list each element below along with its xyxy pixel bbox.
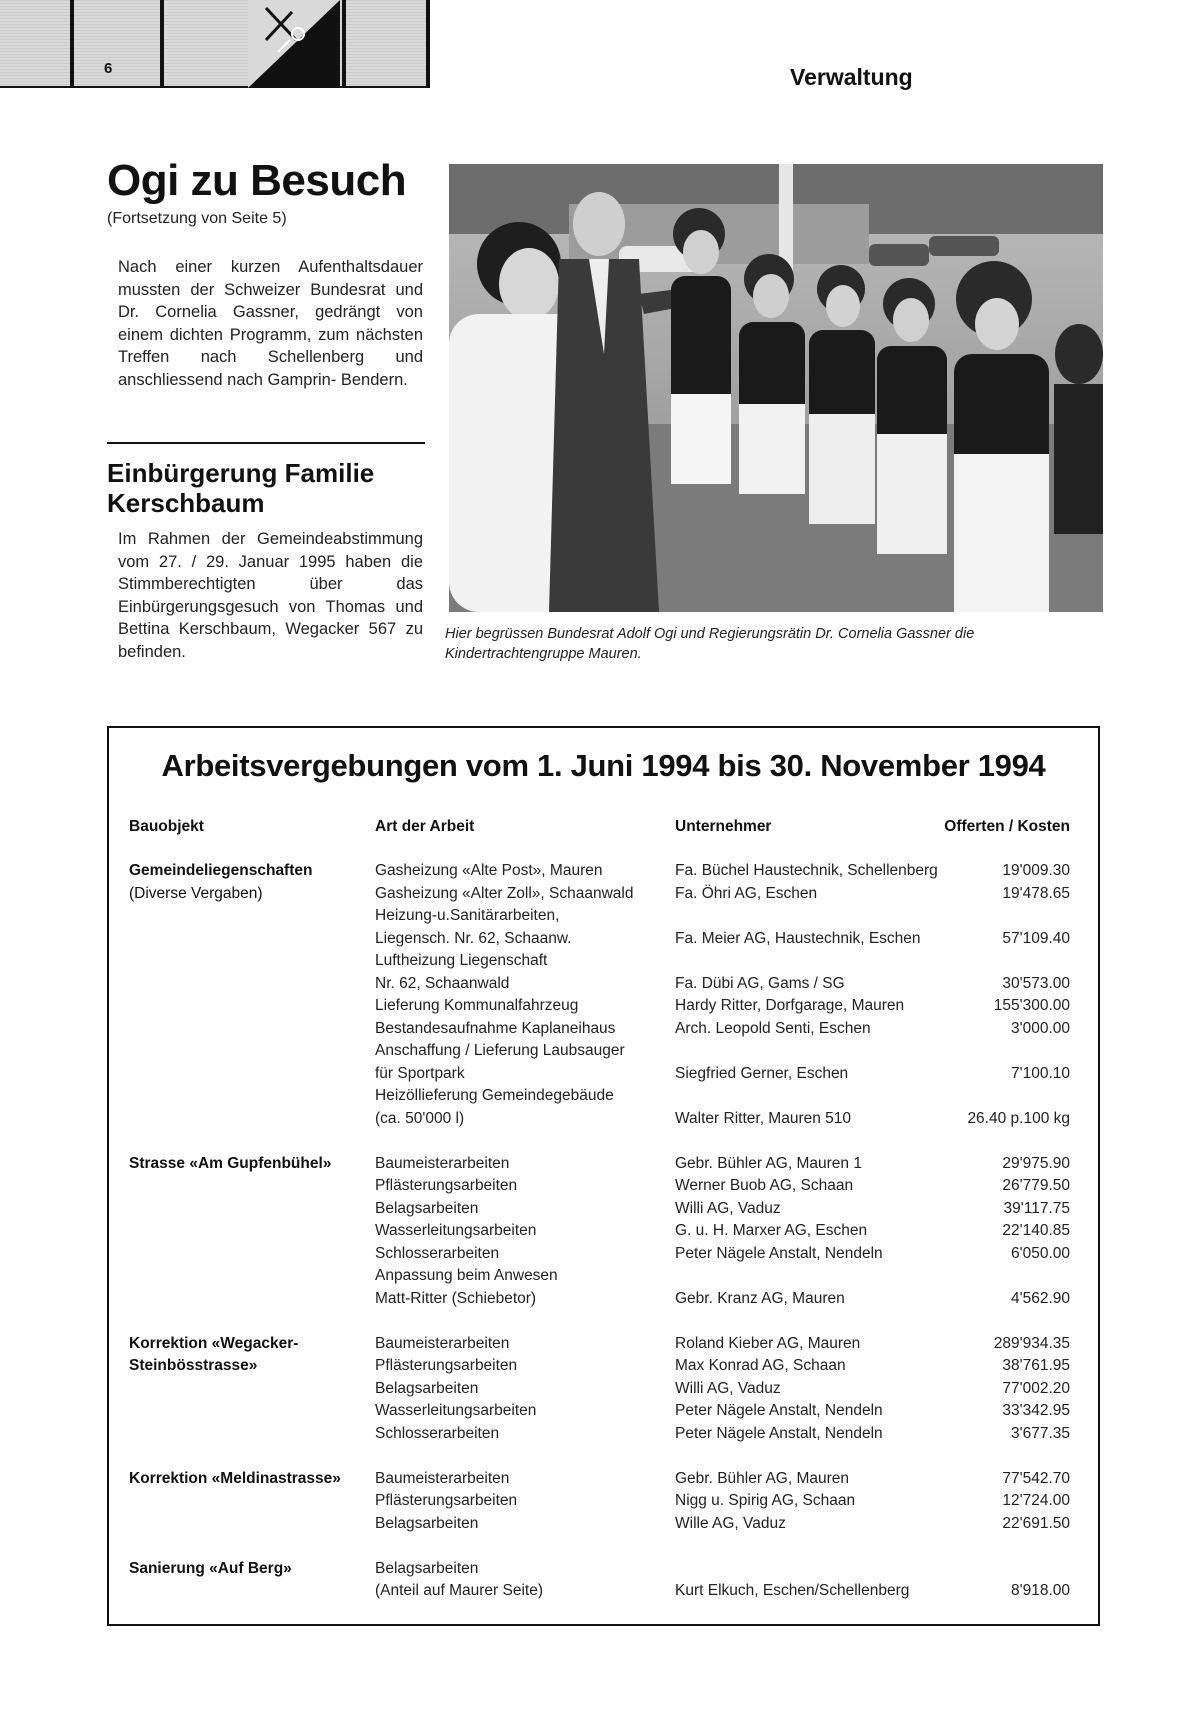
cell-object: Korrektion «Wegacker- [129,1334,299,1352]
cell-contractor: Werner Buob AG, Schaan [675,1177,854,1194]
naturalization-body: Im Rahmen der Gemeindeabstimmung vom 27. / 29. Januar 1995 haben die Stimmberechtigten über das Einbürgerungsgesuch von Thomas und Bettina Kerschbaum, Wegacker 567 zu befinden. [118,530,423,661]
table-row [109,1065,1098,1088]
cell-cost: 22'691.50 [1002,1514,1070,1532]
cell-object: (Diverse Vergaben) [129,884,263,902]
cell-object: Korrektion «Meldinastrasse» [129,1469,341,1487]
cell-contractor: Max Konrad AG, Schaan [675,1357,846,1374]
cell-work: für Sportpark [375,1064,465,1082]
cell-contractor: G. u. H. Marxer AG, Eschen [675,1222,868,1239]
cell-work: Pflästerungsarbeiten [375,1357,518,1374]
cell-object: Gemeindeliegenschaften [129,862,313,879]
cell-cost: 30'573.00 [1002,974,1070,992]
cell-cost: 3'677.35 [1011,1424,1070,1442]
cell-work: Bestandesaufnahme Kaplaneihaus [375,1019,616,1037]
cell-cost: 57'109.40 [1002,929,1070,947]
table-row [109,1020,1098,1043]
table-row [109,1515,1098,1538]
cell-work: Luftheizung Liegenschaft [375,952,548,969]
cell-cost: 26'779.50 [1002,1177,1070,1194]
cell-object: Strasse «Am Gupfenbühel» [129,1154,332,1172]
cell-contractor: Walter Ritter, Mauren 510 [675,1109,852,1127]
cell-work: Schlosserarbeiten [375,1424,500,1442]
table-row [109,1357,1098,1380]
cell-work: Belagsarbeiten [375,1379,479,1397]
cell-contractor: Kurt Elkuch, Eschen/Schellenberg [675,1582,910,1599]
cell-work: Belagsarbeiten [375,1514,479,1532]
column-header-contractor: Unternehmer [675,818,772,835]
cell-cost: 3'000.00 [1011,1019,1070,1037]
table-row [109,1425,1098,1448]
cell-work: Liegensch. Nr. 62, Schaanw. [375,929,572,947]
table-row [109,975,1098,998]
naturalization-title: Einbürgerung Familie Kerschbaum [107,458,375,518]
table-row [109,1245,1098,1268]
cell-contractor: Gebr. Bühler AG, Mauren 1 [675,1154,862,1172]
cell-cost: 26.40 p.100 kg [967,1109,1070,1127]
cell-contractor: Fa. Büchel Haustechnik, Schellenberg [675,862,938,879]
table-row [109,862,1098,885]
table-row [109,1470,1098,1493]
table-row [109,1155,1098,1178]
cell-cost: 289'934.35 [993,1334,1070,1352]
cell-contractor: Fa. Meier AG, Haustechnik, Eschen [675,929,921,947]
cell-contractor: Arch. Leopold Senti, Eschen [675,1019,871,1037]
table-body [109,862,1098,1605]
cell-work: Belagsarbeiten [375,1199,479,1217]
cell-cost: 7'100.10 [1011,1064,1070,1082]
cell-contractor: Fa. Dübi AG, Gams / SG [675,974,845,992]
table-row [109,907,1098,930]
cell-contractor: Willi AG, Vaduz [675,1199,781,1217]
table-row [109,930,1098,953]
cell-cost: 4'562.90 [1011,1289,1070,1307]
cell-work: Baumeisterarbeiten [375,1334,510,1352]
cell-contractor: Siegfried Gerner, Eschen [675,1064,849,1082]
cell-work: Nr. 62, Schaanwald [375,974,510,992]
cell-contractor: Wille AG, Vaduz [675,1514,786,1532]
cell-cost: 8'918.00 [1011,1582,1070,1599]
cell-work: Heizöllieferung Gemeindegebäude [375,1087,614,1104]
cell-contractor: Roland Kieber AG, Mauren [675,1334,861,1352]
table-row [109,1200,1098,1223]
table-row [109,1222,1098,1245]
cell-cost: 77'542.70 [1002,1469,1070,1487]
cell-work: Wasserleitungsarbeiten [375,1402,537,1419]
cell-work: Belagsarbeiten [375,1559,479,1577]
table-row [109,952,1098,975]
cell-work: Schlosserarbeiten [375,1244,500,1262]
header-divider [160,0,164,88]
table-row [109,1290,1098,1313]
table-row [109,1560,1098,1583]
cell-cost: 12'724.00 [1002,1492,1070,1509]
cell-contractor: Fa. Öhri AG, Eschen [675,884,818,902]
row-spacer [109,1537,1098,1560]
cell-work: Baumeisterarbeiten [375,1154,510,1172]
cell-contractor: Gebr. Kranz AG, Mauren [675,1289,845,1307]
cell-cost: 38'761.95 [1002,1357,1070,1374]
cell-cost: 6'050.00 [1011,1244,1070,1262]
header-divider [426,0,430,88]
photo-caption: Hier begrüssen Bundesrat Adolf Ogi und Regierungsrätin Dr. Cornelia Gassner die Kindertrachtengruppe Mauren. [445,626,975,662]
table-row [109,1492,1098,1515]
divider [107,442,425,444]
cell-cost: 39'117.75 [1003,1199,1070,1217]
table-title: Arbeitsvergebungen vom 1. Juni 1994 bis 30. November 1994 [161,748,1046,783]
cell-work: Wasserleitungsarbeiten [375,1222,537,1239]
cell-cost: 19'478.65 [1002,884,1070,902]
coat-of-arms-icon [248,0,340,88]
table-row [109,1335,1098,1358]
table-row [109,1042,1098,1065]
cell-cost: 77'002.20 [1002,1379,1070,1397]
cell-cost: 22'140.85 [1002,1222,1070,1239]
table-row [109,1087,1098,1110]
header-strip [0,0,430,88]
cell-cost: 29'975.90 [1002,1154,1070,1172]
row-spacer [109,1312,1098,1335]
table-row [109,1267,1098,1290]
article-body: Nach einer kurzen Aufenthaltsdauer mussten der Schweizer Bundesrat und Dr. Cornelia Gassner, gedrängt von einem dichten Programm, zum nächsten Treffen nach Schellenberg und anschliessend nach Gamprin- Bendern. [118,258,423,389]
section-title: Verwaltung [790,64,913,90]
table-row [109,1380,1098,1403]
table-row [109,997,1098,1020]
article-title: Ogi zu Besuch [107,156,407,205]
cell-work: Gasheizung «Alte Post», Mauren [375,862,603,879]
page-number: 6 [104,60,113,77]
cell-contractor: Willi AG, Vaduz [675,1379,781,1397]
cell-work: (ca. 50'000 l) [375,1109,465,1127]
cell-work: Baumeisterarbeiten [375,1469,510,1487]
row-spacer [109,1447,1098,1470]
row-spacer [109,1132,1098,1155]
cell-work: Pflästerungsarbeiten [375,1177,518,1194]
table-row [109,1582,1098,1605]
cell-object: Steinbösstrasse» [129,1357,258,1374]
cell-contractor: Peter Nägele Anstalt, Nendeln [675,1244,883,1262]
header-divider [342,0,346,88]
cell-cost: 33'342.95 [1002,1402,1070,1419]
cell-work: Lieferung Kommunalfahrzeug [375,997,579,1014]
contracts-table-box [107,726,1100,1626]
cell-cost: 19'009.30 [1002,862,1070,879]
table-row [109,1110,1098,1133]
column-header-work: Art der Arbeit [375,818,475,835]
cell-work: (Anteil auf Maurer Seite) [375,1582,543,1599]
table-row [109,885,1098,908]
cell-contractor: Gebr. Bühler AG, Mauren [675,1469,850,1487]
continuation-note: (Fortsetzung von Seite 5) [107,210,287,227]
column-header-cost: Offerten / Kosten [944,818,1070,835]
cell-contractor: Peter Nägele Anstalt, Nendeln [675,1402,883,1419]
table-row [109,1177,1098,1200]
cell-work: Heizung-u.Sanitärarbeiten, [375,907,560,924]
header-rule [0,86,430,88]
cell-cost: 155'300.00 [993,997,1070,1014]
group-photo [449,164,1103,612]
cell-contractor: Peter Nägele Anstalt, Nendeln [675,1424,883,1442]
cell-contractor: Hardy Ritter, Dorfgarage, Mauren [675,997,905,1014]
cell-work: Anschaffung / Lieferung Laubsauger [375,1042,625,1059]
cell-work: Anpassung beim Anwesen [375,1267,558,1284]
header-divider [70,0,74,88]
cell-contractor: Nigg u. Spirig AG, Schaan [675,1492,856,1509]
cell-work: Pflästerungsarbeiten [375,1492,518,1509]
table-row [109,1402,1098,1425]
column-header-object: Bauobjekt [129,818,204,835]
cell-work: Matt-Ritter (Schiebetor) [375,1289,537,1307]
cell-work: Gasheizung «Alter Zoll», Schaanwald [375,884,634,902]
cell-object: Sanierung «Auf Berg» [129,1559,292,1577]
